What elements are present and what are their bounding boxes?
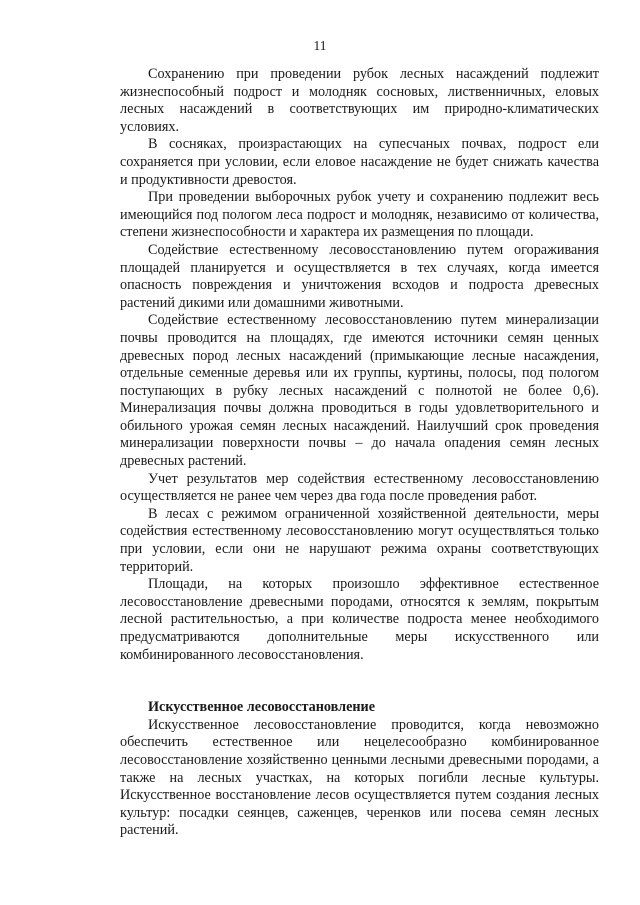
paragraph: Сохранению при проведении рубок лесных насаждений подлежит жизнеспособный подрост и молодняк сосновых, лиственничных, еловых лесных насаждений в соответствующих им природно-климатических условиях. — [120, 66, 599, 135]
paragraph: При проведении выборочных рубок учету и сохранению подлежит весь имеющийся под пологом леса подрост и молодняк, независимо от количества, степени жизнеспособности и характера их размещения по площади. — [120, 189, 599, 241]
paragraph: В лесах с режимом ограниченной хозяйственной деятельности, меры содействия естественному лесовосстановлению могут осуществляться только при условии, если они не нарушают режима охраны соответствующих территорий. — [120, 505, 599, 575]
paragraph: В сосняках, произрастающих на супесчаных почвах, подрост ели сохраняется при условии, если еловое насаждение не будет снижать качества и продуктивности древостоя. — [120, 136, 599, 188]
section-heading: Искусственное лесовосстановление — [148, 699, 376, 716]
document-body — [120, 66, 599, 840]
paragraph: Площади, на которых произошло эффективное естественное лесовосстановление древесными породами, относятся к землям, покрытым лесной растительностью, а при количестве подроста менее необходимого предусматриваются дополнительные меры искусственного или комбинированного лесовосстановления. — [120, 576, 599, 663]
section-paragraph: Искусственное лесовосстановление проводится, когда невозможно обеспечить естественное или нецелесообразно комбинированное лесовосстановление хозяйственно ценными лесными древесными породами, а также на лесных участках, на которых погибли лесные культуры. Искусственное восстановление лесов осуществляется путем создания лесных культур: посадки сеянцев, саженцев, черенков или посева семян лесных растений. — [120, 716, 599, 839]
paragraph: Учет результатов мер содействия естественному лесовосстановлению осуществляется не ранее чем через два года после проведения работ. — [120, 470, 599, 505]
page-number: 11 — [313, 38, 327, 53]
paragraph: Содействие естественному лесовосстановлению путем минерализации почвы проводится на площадях, где имеются источники семян ценных древесных пород лесных насаждений (примыкающие лесные насаждения, отдельные семенные деревья или их группы, куртины, полосы, под пологом поступающих в рубку лесных насаждений с полнотой не более 0,6). Минерализация почвы должна проводиться в годы удовлетворительного и обильного урожая семян лесных насаждений. Наилучший срок проведения минерализации поверхности почвы – до начала опадения семян лесных древесных растений. — [120, 312, 599, 470]
paragraph: Содействие естественному лесовосстановлению путем огораживания площадей планируется и осуществляется в тех случаях, когда имеется опасность повреждения и уничтожения всходов и подроста древесных растений дикими или домашними животными. — [120, 241, 599, 311]
